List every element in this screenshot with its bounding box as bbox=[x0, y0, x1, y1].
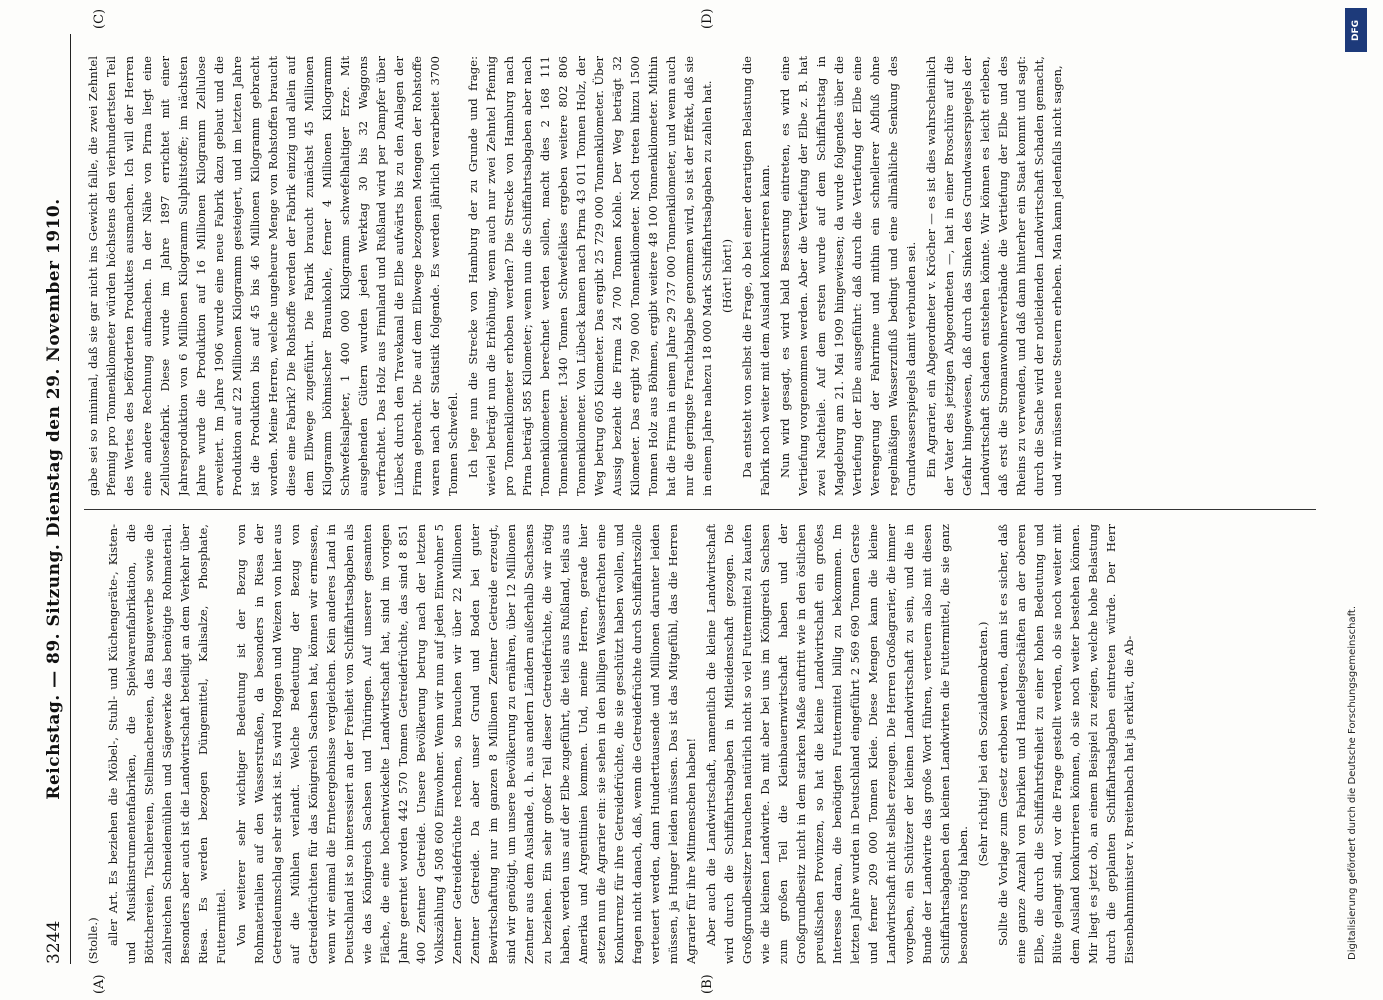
digitization-note: Digitalisierung gefördert durch die Deutsche Forschungsgemeinschaft. bbox=[1347, 605, 1358, 960]
dfg-logo: DFG bbox=[1345, 8, 1367, 52]
margin-mark-d: (D) bbox=[700, 8, 715, 29]
paragraph: Ein Agrarier, ein Abgeordneter v. Kröcher — es ist dies wahrscheinlich der Vater des jetzigen Abgeordneten —, hat in einer Broschüre auf die Gefahr hingewiesen, daß durch das Sinken des Grundwasserspiegels der Landwirtschaft Schaden entstehen könnte. Wir können es leicht erleben, daß erst die Stromanwohnerverbände die Vertiefung der Elbe und des Rheins zu verwenden, und daß dann hinterher ein Staat kommt und sagt: durch die Sache wird der notleidenden Landwirtschaft Schaden gemacht, und wir müssen neue Steuern erheben. Man kann jedenfalls nicht sagen, bbox=[924, 56, 1064, 496]
page-title: Reichstag. — 89. Sitzung. Dienstag den 29. November 1910. bbox=[44, 198, 64, 800]
interjection: (Sehr richtig! bei den Sozialdemokraten.) bbox=[976, 621, 990, 867]
paragraph: gabe sei so minimal, daß sie gar nicht ins Gewicht falle, die zwei Zehntel Pfennig pro Tonnenkilometer würden höchstens den vierhundertsten Teil des Wertes des beförderten Produktes ausmachen. Ich will der Herren eine andere Rechnung aufmachen. In der Nähe von Pirna liegt eine Zellulosefabrik. Diese wurde im Jahre 1897 errichtet mit einer Jahresproduktion von 6 Millionen Kilogramm Sulphitstoffe; im nächsten Jahre wurde die Produktion auf 16 Millionen Kilogramm Zellulose erweitert. Im Jahre 1906 wurde eine neue Fabrik dazu gebaut und die Produktion auf 22 Millionen Kilogramm gesteigert, und im letzten Jahre ist die Produktion bis auf 45 bis 46 Millionen Kilogramm gebracht worden. Meine Herren, welche ungeheure Menge von Rohstoffen braucht diese eine Fabrik? Die Rohstoffe werden der Fabrik einzig und allein auf dem Elbwege zugeführt. Die Fabrik braucht zunächst 45 Millionen Kilogramm böhmischer Braunkohle, ferner 4 Millionen Kilogramm Schwefelsalpeter, 1 400 000 Kilogramm schwefelhaltiger Erze. Mit ausgehenden Gütern wurden jeden Werktag 30 bis 32 Waggons verfrachtet. Das Holz aus Finnland und Rußland wird per Dampfer über Lübeck durch den Travekanal die Elbe aufwärts bis zu den Anlagen der Firma gebracht. Die auf dem Elbwege bezogenen Mengen der Rohstoffe waren nach der Statistik folgende. Es werden jährlich verarbeitet 3700 Tonnen Schwefel. bbox=[86, 56, 460, 496]
paragraph: Sollte die Vorlage zum Gesetz erhoben werden, dann ist es sicher, daß eine ganze Anzahl von Fabriken und Handelsgeschäften an der oberen Elbe, die durch die Schiffahrtsfreiheit zu einer hohen Bedeutung und Blüte gelangt sind, vor die Frage gestellt werden, ob sie noch weiter mit dem Ausland konkurrieren können, ob sie noch weiter bestehen können. Mir liegt es jetzt ob, an einem Beispiel zu zeigen, welche hohe Belastung durch die geplanten Schiffahrtsabgaben eintreten würde. Der Herr Eisenbahnminister v. Breitenbach hat ja erklärt, die Ab- bbox=[996, 524, 1136, 964]
left-column bbox=[84, 524, 1316, 964]
paragraph: aller Art. Es beziehen die Möbel-, Stuhl- und Küchengeräte-, Kisten- und Musikinstrumentenfabriken, die Spielwarenfabrikation, die Böttchereien, Tischlereien, Stellmachereien, das Baugewerbe sowie die zahlreichen Schneidemühlen und Sägewerke das benötigte Rohmaterial. Besonders aber auch ist die Landwirtschaft beteiligt an dem Verkehr über Riesa. Es werden bezogen Düngemittel, Kalisalze, Phosphate, Futtermittel. bbox=[106, 524, 228, 964]
interjection: (Hört! hört!) bbox=[720, 239, 734, 313]
paragraph: Von weiterer sehr wichtiger Bedeutung ist der Bezug von Rohmaterialien auf den Wasserstraßen, da besonders in Riesa der Getreideumschlag sehr stark ist. Es wird Roggen und Weizen von hier aus auf die Mühlen verlandt. Welche Bedeutung der Bezug von Getreidefrüchten für das Königreich Sachsen hat, können wir ermessen, wenn wir einmal die Ernteergebnisse vergleichen. Kein anderes Land in Deutschland ist so interessiert an der Freiheit von Schiffahrtsabgaben als wie das Königreich Sachsen und Thüringen. Auf unserer gesamten Fläche, die eine hochentwickelte Landwirtschaft hat, sind im vorigen Jahre geerntet worden 442 570 Tonnen Getreidefrüchte, das sind 8 851 400 Zentner Getreide. Unsere Bevölkerung betrug nach der letzten Volkszählung 4 508 600 Einwohner. Wenn wir nun auf jeden Einwohner 5 Zentner Getreidefrüchte rechnen, so brauchen wir über 22 Millionen Zentner Getreide. Da aber unser Grund und Boden bei guter Bewirtschaftung nur im ganzen 8 Millionen Zentner Getreide erzeugt, sind wir genötigt, um unsere Bevölkerung zu ernähren, über 12 Millionen Zentner aus dem Auslande, d. h. aus andern Ländern außerhalb Sachsens zu beziehen. Ein sehr großer Teil dieser Getreidefrüchte, die wir nötig haben, werden uns auf der Elbe zugeführt, die teils aus Rußland, teils aus Amerika und Argentinien kommen. Und, meine Herren, gerade hier setzen nun die Agrarier ein: sie sehen in den billigen Wasserfrachten eine Konkurrenz für ihre Getreidefrüchte, die sie geschützt haben wollen, und fragen nicht danach, daß, wenn die Getreidefrüchte durch Schiffahrtszölle verteuert werden, dann Hunderttausende und Millionen darunter leiden müssen, ja Hunger leiden müssen. Das ist das Mitgefühl, das die Herren Agrarier für ihre Mitmenschen haben! bbox=[234, 524, 698, 964]
speaker-label: (Stolle.) bbox=[86, 917, 100, 964]
column-divider bbox=[84, 509, 1316, 510]
margin-mark-b: (B) bbox=[700, 974, 715, 994]
page-number: 3244 bbox=[44, 920, 64, 964]
margin-mark-a: (A) bbox=[92, 974, 107, 994]
side-strip bbox=[1347, 0, 1377, 1000]
paragraph: Nun wird gesagt, es wird bald Besserung eintreten, es wird eine Vertiefung vorgenommen werden. Aber die Vertiefung der Elbe z. B. hat zwei Nachteile. Auf dem ersten wurde auf dem Schiffahrtstag in Magdeburg am 21. Mai 1909 hingewiesen; da wurde folgendes über die Vertiefung der Elbe ausgeführt: daß durch die Vertiefung der Elbe eine Verengerung der Fahrrinne und mithin ein schnellerer Abfluß ohne regelmäßigen Wasserzufluß bedingt und eine allmähliche Senkung des Grundwasserspiegels damit verbunden sei. bbox=[778, 56, 918, 496]
paragraph: Da entsteht von selbst die Frage, ob bei einer derartigen Belastung die Fabrik noch weiter mit dem Ausland konkurrieren kann. bbox=[740, 56, 772, 496]
paragraph: Ich lege nun die Strecke von Hamburg der zu Grunde und frage: wieviel beträgt nun die Erhöhung, wenn auch nur zwei Zehntel Pfennig pro Tonnenkilometer erhoben werden? Die Strecke von Hamburg nach Pirna beträgt 585 Kilometer; wenn nun die Schiffahrtsabgaben aber nach Tonnenkilometern berechnet werden sollen, macht dies 2 168 111 Tonnenkilometer. 1340 Tonnen Schwefelkies ergeben weitere 802 806 Tonnenkilometer. Von Lübeck kamen nach Pirna 43 011 Tonnen Holz, der Weg betrug 605 Kilometer. Das ergibt 25 729 000 Tonnenkilometer. Über Aussig bezieht die Firma 24 700 Tonnen Kohle. Der Weg beträgt 32 Kilometer. Das ergibt 790 000 Tonnenkilometer. Noch treten hinzu 1500 Tonnen Holz aus Böhmen, ergibt weitere 48 100 Tonnenkilometer. Mithin hat die Firma in einem Jahre 29 737 000 Tonnenkilometer, und wenn auch nur die geringste Frachtabgabe genommen wird, so ist der Effekt, daß sie in einem Jahre nahezu 18 000 Mark Schiffahrtsabgaben zu zahlen hat. bbox=[466, 56, 714, 496]
right-column bbox=[84, 56, 1316, 496]
page-header bbox=[40, 34, 71, 964]
paragraph: Aber auch die Landwirtschaft, namentlich die kleine Landwirtschaft wird durch die Schiffahrtsabgaben in Mitleidenschaft gezogen. Die Großgrundbesitzer brauchen natürlich nicht so viel Futtermittel zu kaufen wie die kleinen Landwirte. Da mit aber bei uns im Königreich Sachsen zum großen Teil die Kleinbauernwirtschaft haben und der Großgrundbesitz nicht in dem starken Maße auftritt wie in den östlichen preußischen Provinzen, so hat die kleine Landwirtschaft ein großes Interesse daran, die benötigten Futtermittel billig zu bekommen. Im letzten Jahre wurden in Deutschland eingeführt 2 569 690 Tonnen Gerste und ferner 209 000 Tonnen Kleie. Diese Mengen kann die kleine Landwirtschaft nicht selbst erzeugen. Die Herren Großagrarier, die immer vorgeben, ein Schützer der kleinen Landwirtschaft zu sein, und die in Bunde der Landwirte das große Wort führen, verteuern also mit diesen Schiffahrtsabgaben den kleinen Landwirten die Futtermittel, die sie ganz besonders nötig haben. bbox=[704, 524, 970, 964]
document-page bbox=[40, 8, 1330, 994]
margin-mark-c: (C) bbox=[92, 8, 107, 29]
